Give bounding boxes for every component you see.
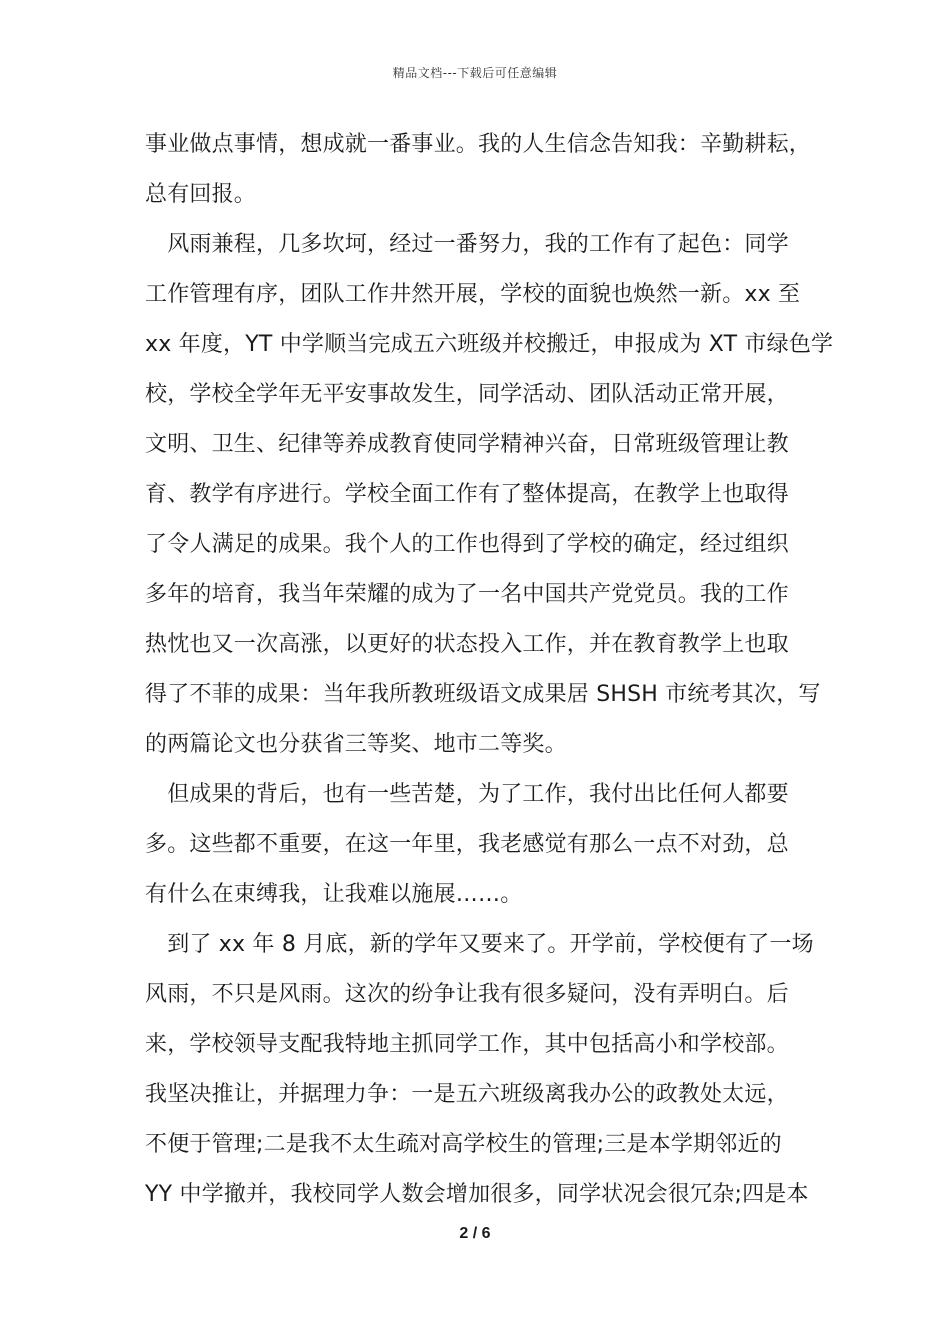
text-line: 我坚决推让，并据理力争：一是五六班级离我办公的政教处太远， (145, 1082, 789, 1107)
text-line: 到了 xx 年 8 月底，新的学年又要来了。开学前，学校便有了一场 (145, 932, 814, 957)
text-line: 总有回报。 (145, 182, 257, 207)
text-line: 热忱也又一次高涨，以更好的状态投入工作，并在教育教学上也取 (145, 632, 789, 657)
page-header: 精品文档---下载后可任意编辑 (392, 66, 558, 80)
text-line: 风雨兼程，几多坎坷，经过一番努力，我的工作有了起色：同学 (145, 232, 789, 257)
text-line: 事业做点事情，想成就一番事业。我的人生信念告知我：辛勤耕耘， (145, 132, 812, 157)
text-line: 多年的培育，我当年荣耀的成为了一名中国共产党党员。我的工作 (145, 582, 789, 607)
text-line: xx 年度，YT 中学顺当完成五六班级并校搬迁，申报成为 XT 市绿色学 (145, 332, 834, 357)
text-line: 文明、卫生、纪律等养成教育使同学精神兴奋，日常班级管理让教 (145, 432, 789, 457)
text-line: 校，学校全学年无平安事故发生，同学活动、团队活动正常开展， (145, 382, 789, 407)
text-line: 但成果的背后，也有一些苦楚，为了工作，我付出比任何人都要 (145, 782, 789, 807)
text-line: 不便于管理;二是我不太生疏对高学校生的管理;三是本学期邻近的 (145, 1132, 782, 1157)
text-line: 的两篇论文也分获省三等奖、地市二等奖。 (145, 732, 567, 757)
text-line: 风雨，不只是风雨。这次的纷争让我有很多疑问，没有弄明白。后 (145, 982, 789, 1007)
text-line: 得了不菲的成果：当年我所教班级语文成果居 SHSH 市统考其次，写 (145, 682, 821, 707)
document-body (145, 120, 834, 1220)
text-line: 有什么在束缚我，让我难以施展……。 (145, 882, 523, 907)
text-line: 多。这些都不重要，在这一年里，我老感觉有那么一点不对劲，总 (145, 832, 789, 857)
text-line: 育、教学有序进行。学校全面工作有了整体提高，在教学上也取得 (145, 482, 789, 507)
text-line: 来，学校领导支配我特地主抓同学工作，其中包括高小和学校部。 (145, 1032, 789, 1057)
page-number: 2 / 6 (459, 1225, 491, 1242)
text-line: 工作管理有序，团队工作井然开展，学校的面貌也焕然一新。xx 至 (145, 282, 801, 307)
text-line: YY 中学撤并，我校同学人数会增加很多，同学状况会很冗杂;四是本 (145, 1182, 809, 1207)
text-line: 了令人满足的成果。我个人的工作也得到了学校的确定，经过组织 (145, 532, 789, 557)
